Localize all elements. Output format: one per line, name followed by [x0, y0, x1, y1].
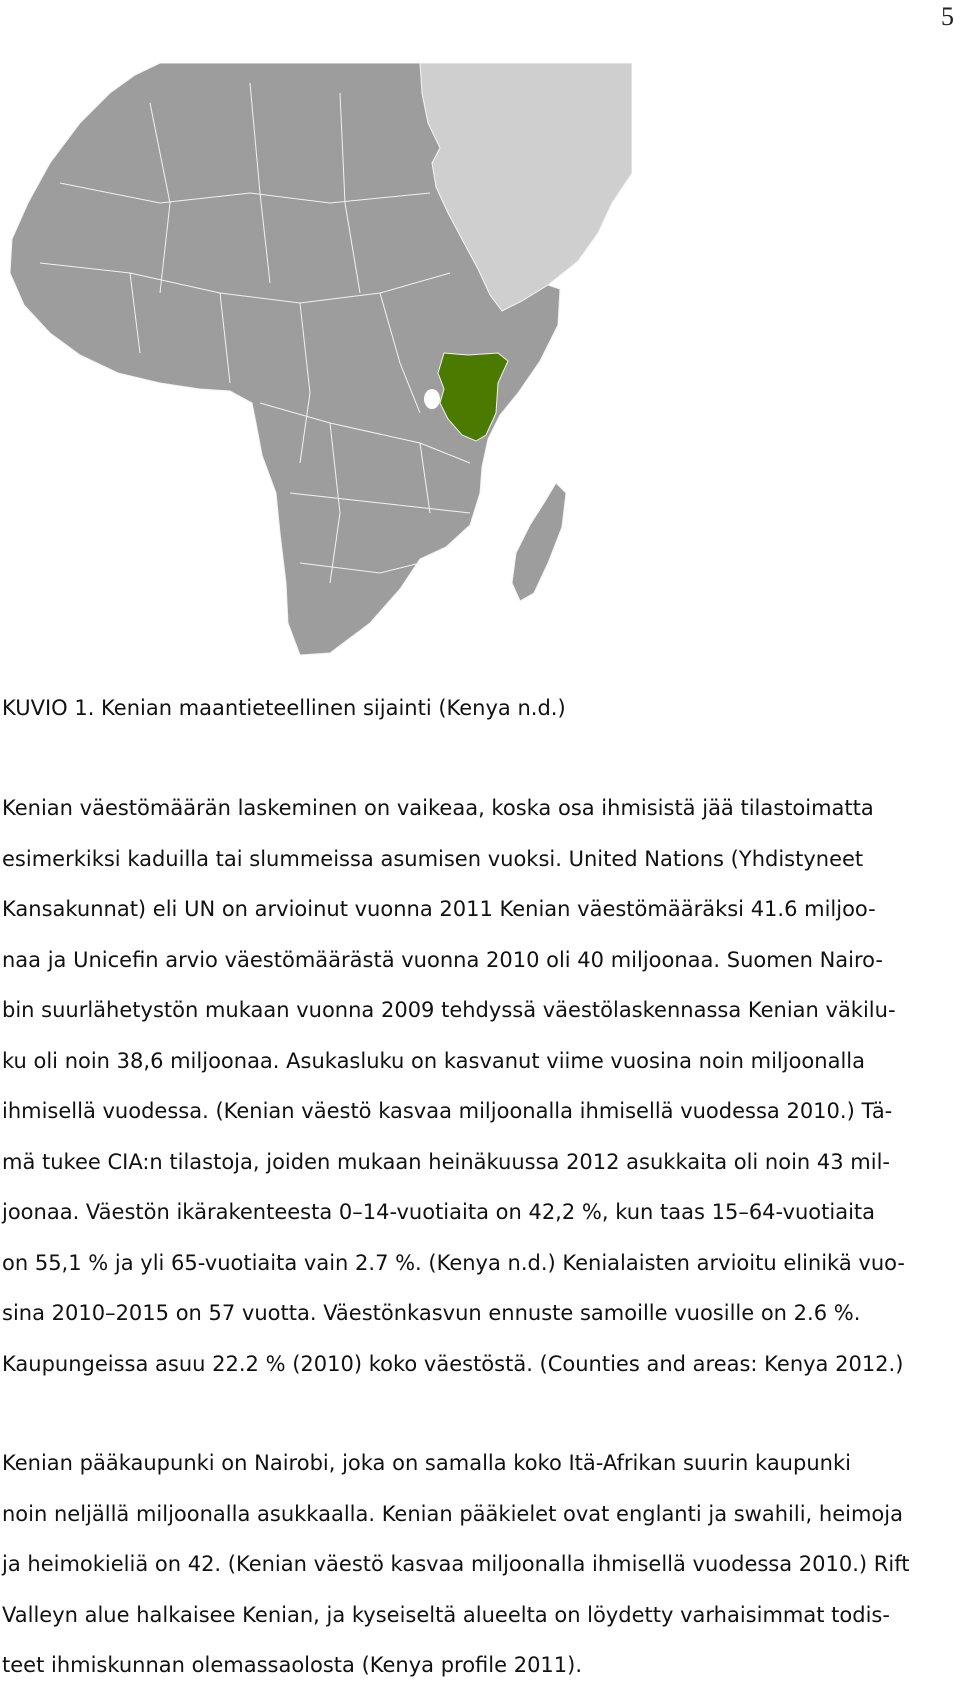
text-line: bin suurlähetystön mukaan vuonna 2009 tehdyssä väestölaskennassa Kenian väkilu- [2, 998, 896, 1022]
text-line: sina 2010–2015 on 57 vuotta. Väestönkasvun ennuste samoille vuosille on 2.6 %. [2, 1301, 861, 1325]
page-number: 5 [941, 2, 954, 31]
text-line: ja heimokieliä on 42. (Kenian väestö kasvaa miljoonalla ihmisellä vuodessa 2010.) Rift [2, 1552, 910, 1576]
lake-victoria [424, 389, 440, 409]
africa-map-figure [0, 63, 632, 655]
paragraph-population [2, 783, 952, 1389]
text-line: noin neljällä miljoonalla asukkaalla. Kenian pääkielet ovat englanti ja swahili, heimoja [2, 1501, 903, 1526]
text-line: Kansakunnat) eli UN on arvioinut vuonna 2011 Kenian väestömääräksi 41.6 miljoo- [2, 897, 876, 921]
madagascar-landmass [512, 483, 566, 601]
text-line: teet ihmiskunnan olemassaolosta (Kenya profile 2011). [2, 1653, 583, 1677]
text-line: ihmisellä vuodessa. (Kenian väestö kasvaa miljoonalla ihmisellä vuodessa 2010.) Tä- [2, 1099, 893, 1123]
text-line: Valleyn alue halkaisee Kenian, ja kyseiseltä alueelta on löydetty varhaisimmat todis- [2, 1602, 890, 1627]
africa-map [0, 63, 632, 655]
text-line: esimerkiksi kaduilla tai slummeissa asumisen vuoksi. United Nations (Yhdistyneet [2, 846, 864, 871]
text-line: ku oli noin 38,6 miljoonaa. Asukasluku on kasvanut viime vuosina noin miljoonalla [2, 1048, 865, 1073]
figure-caption: KUVIO 1. Kenian maantieteellinen sijainti (Kenya n.d.) [2, 696, 566, 720]
text-line: naa ja Unicefin arvio väestömäärästä vuonna 2010 oli 40 miljoonaa. Suomen Nairo- [2, 947, 883, 972]
text-line: mä tukee CIA:n tilastoja, joiden mukaan heinäkuussa 2012 asukkaita oli noin 43 mil- [2, 1149, 891, 1174]
text-line: Kenian väestömäärän laskeminen on vaikeaa, koska osa ihmisistä jää tilastoimatta [2, 796, 874, 820]
paragraph-capital [2, 1438, 952, 1691]
text-line: Kaupungeissa asuu 22.2 % (2010) koko väestöstä. (Counties and areas: Kenya 2012.) [2, 1351, 904, 1376]
text-line: on 55,1 % ja yli 65-vuotiaita vain 2.7 %. (Kenya n.d.) Kenialaisten arvioitu elinikä vuo- [2, 1250, 905, 1275]
text-line: Kenian pääkaupunki on Nairobi, joka on samalla koko Itä-Afrikan suurin kaupunki [2, 1451, 851, 1475]
text-line: joonaa. Väestön ikärakenteesta 0–14-vuotiaita on 42,2 %, kun taas 15–64-vuotiaita [2, 1200, 876, 1224]
